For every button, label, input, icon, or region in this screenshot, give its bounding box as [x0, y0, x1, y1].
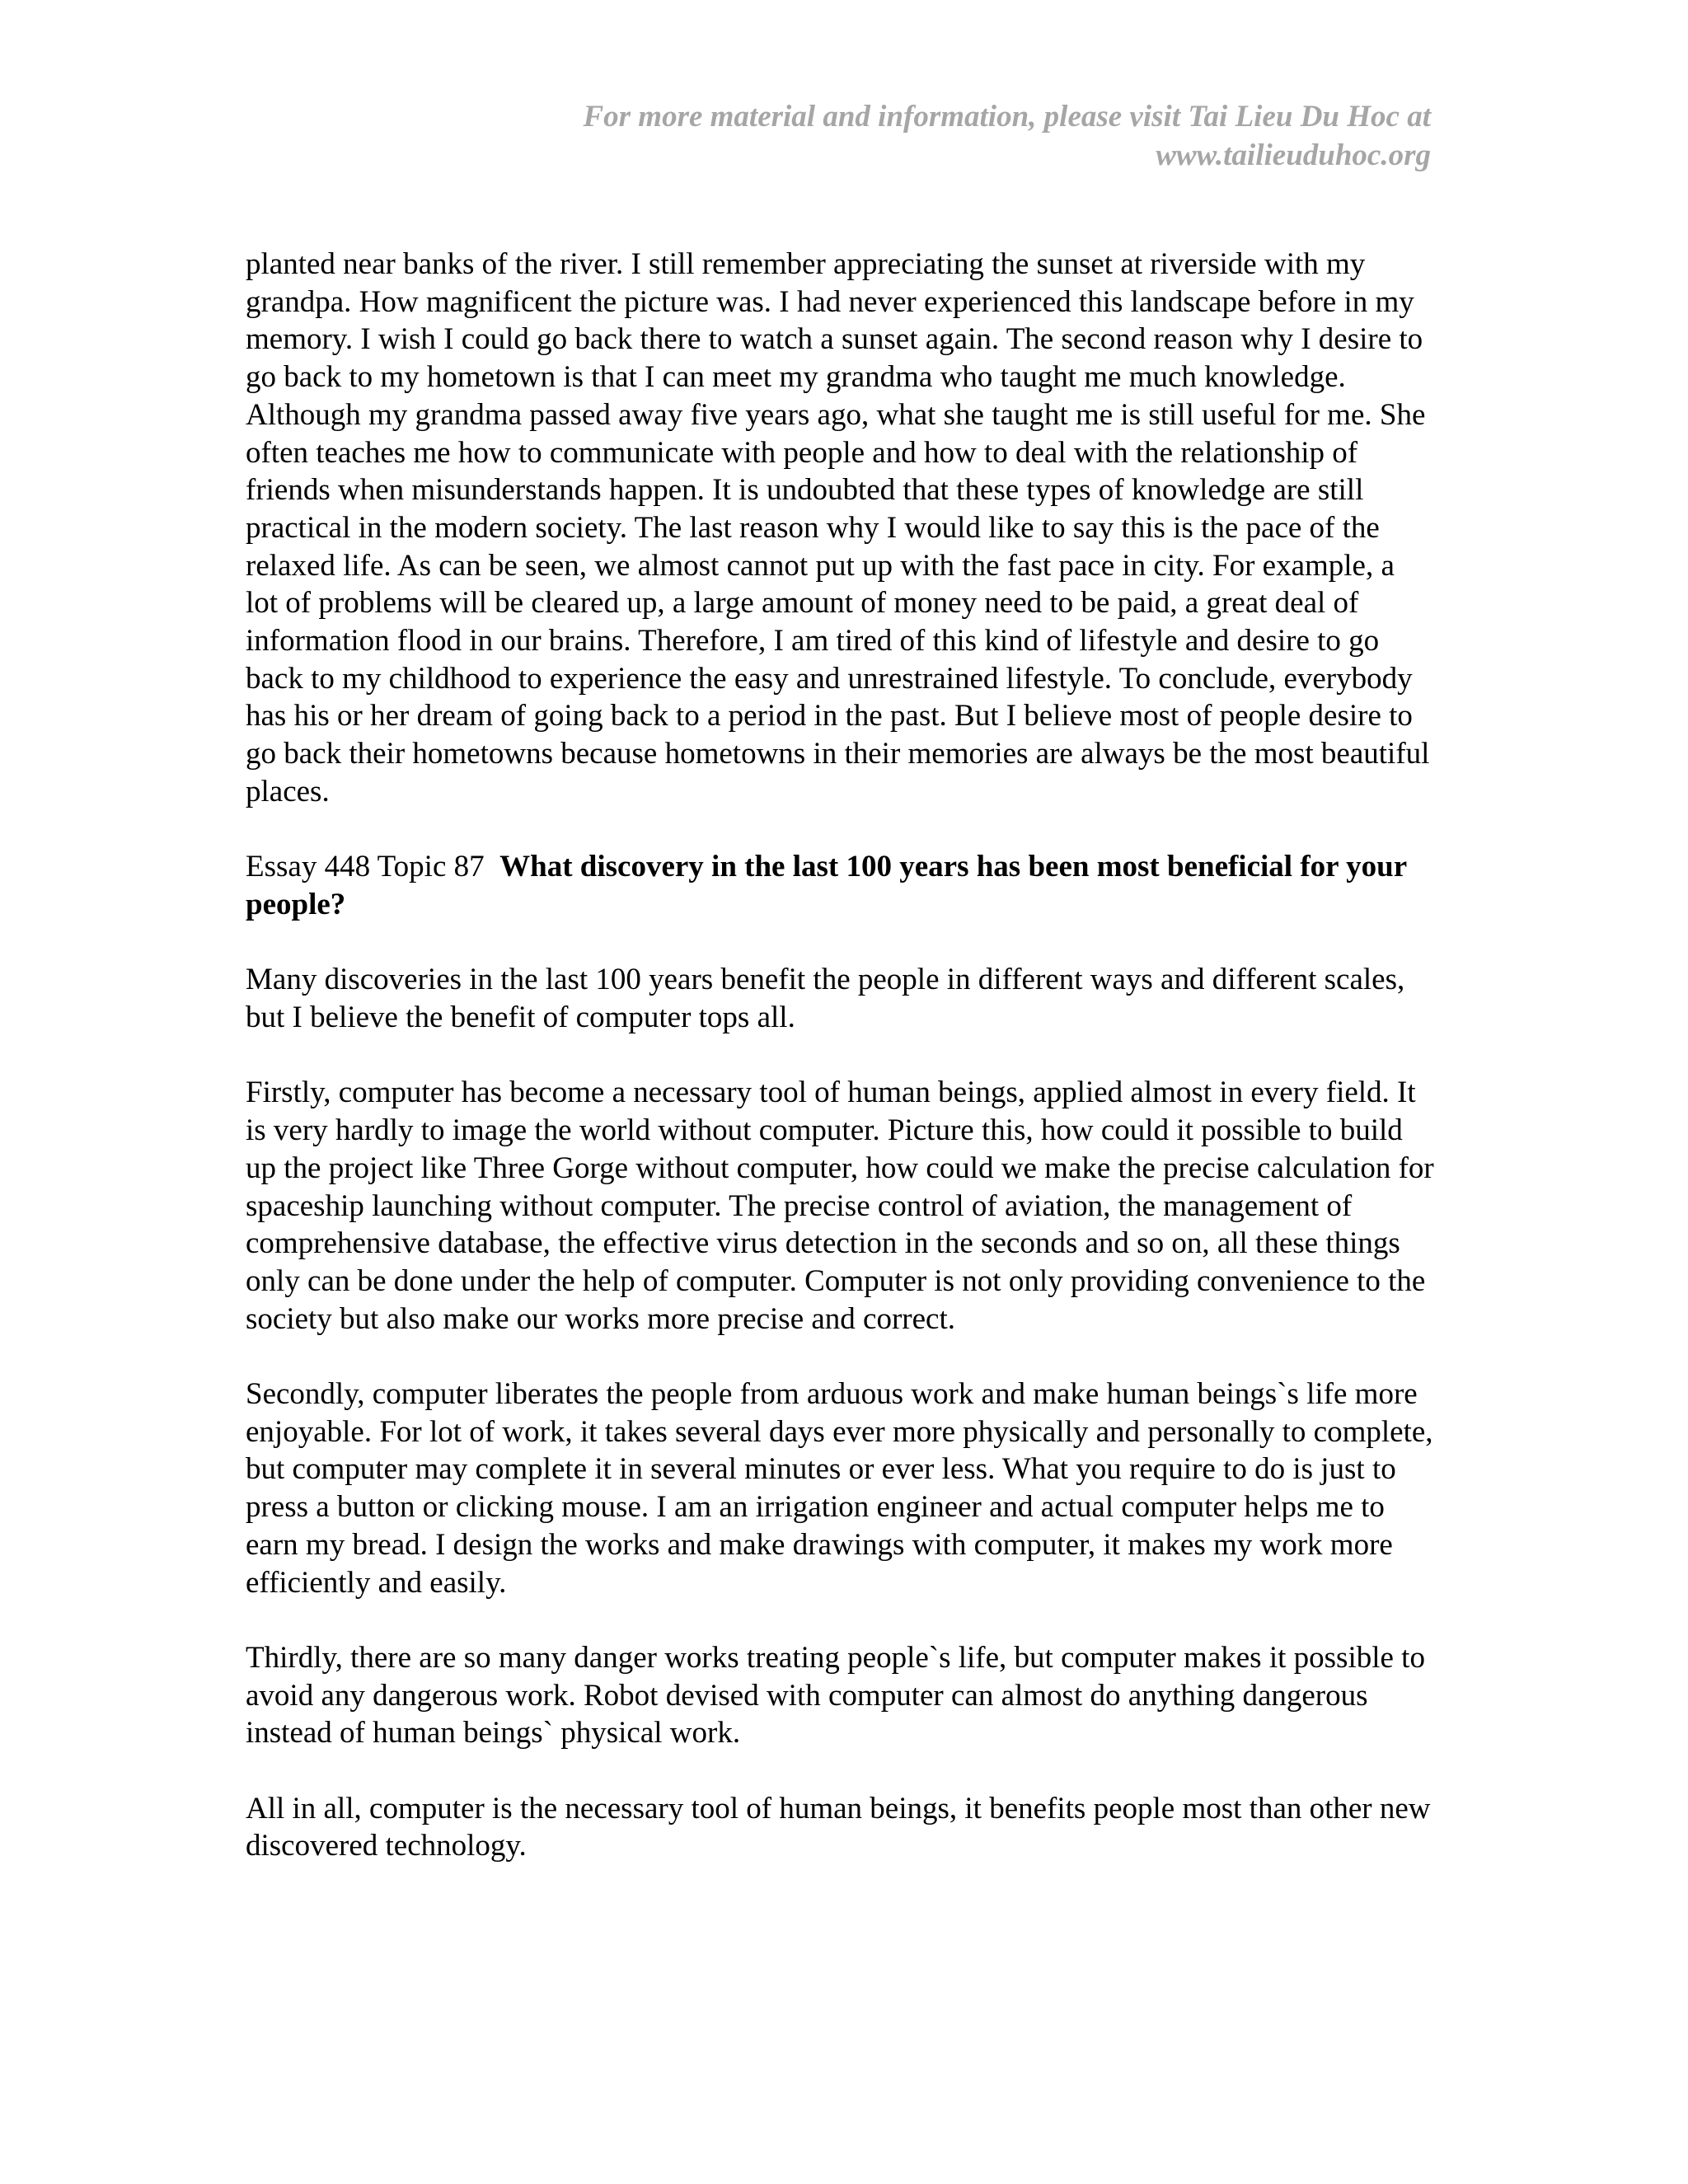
paragraph-2: Firstly, computer has become a necessary tool of human beings, applied almost in every field. It is very hardly to image the world without computer. Picture this, how could it possible to build up the project like Three Gorge without computer, how could we make the precise calculation for spaceship launching without computer. The precise control of aviation, the management of comprehensive database, the effective virus detection in the seconds and so on, all these things only can be done under the help of computer. Computer is not only providing convenience to the society but also make our works more precise and correct.: [246, 1076, 1434, 1336]
page-header: [359, 97, 1431, 175]
paragraph-5: All in all, computer is the necessary tool of human beings, it benefits people most than other new discovered technology.: [246, 1791, 1431, 1863]
paragraph-3: Secondly, computer liberates the people from arduous work and make human beings`s life more enjoyable. For lot of work, it takes several days ever more physically and personally to complete, but computer may complete it in several minutes or ever less. What you require to do is just to press a button or clicking mouse. I am an irrigation engineer and actual computer helps me to earn my bread. I design the works and make drawings with computer, it makes my work more efficiently and easily.: [246, 1377, 1433, 1600]
intro-paragraph: planted near banks of the river. I still remember appreciating the sunset at riverside with my grandpa. How magnificent the picture was. I had never experienced this landscape before in my memory. I wish I could go back there to watch a sunset again. The second reason why I desire to go back to my hometown is that I can meet my grandma who taught me much knowledge. Although my grandma passed away five years ago, what she taught me is still useful for me. She often teaches me how to communicate with people and how to deal with the relationship of friends when misunderstands happen. It is undoubted that these types of knowledge are still practical in the modern society. The last reason why I would like to say this is the pace of the relaxed life. As can be seen, we almost cannot put up with the fast pace in city. For example, a lot of problems will be cleared up, a large amount of money need to be paid, a great deal of information flood in our brains. Therefore, I am tired of this kind of lifestyle and desire to go back to my childhood to experience the easy and unrestrained lifestyle. To conclude, everybody has his or her dream of going back to a period in the past. But I believe most of people desire to go back their hometowns because hometowns in their memories are always be the most beautiful places.: [246, 247, 1430, 808]
header-line-1: For more material and information, please visit Tai Lieu Du Hoc at: [583, 100, 1431, 134]
essay-heading: [246, 848, 1434, 923]
document-body: [246, 246, 1434, 1865]
paragraph-1: Many discoveries in the last 100 years benefit the people in different ways and different scales, but I believe the benefit of computer tops all.: [246, 963, 1405, 1035]
header-website: www.tailieuduhoc.org: [1156, 138, 1431, 172]
paragraph-4: Thirdly, there are so many danger works treating people`s life, but computer makes it possible to avoid any dangerous work. Robot devised with computer can almost do anything dangerous instead of human beings` physical work.: [246, 1640, 1425, 1750]
essay-question: What discovery in the last 100 years has been most beneficial for your people?: [246, 850, 1407, 921]
essay-label: Essay 448 Topic 87: [246, 850, 485, 884]
